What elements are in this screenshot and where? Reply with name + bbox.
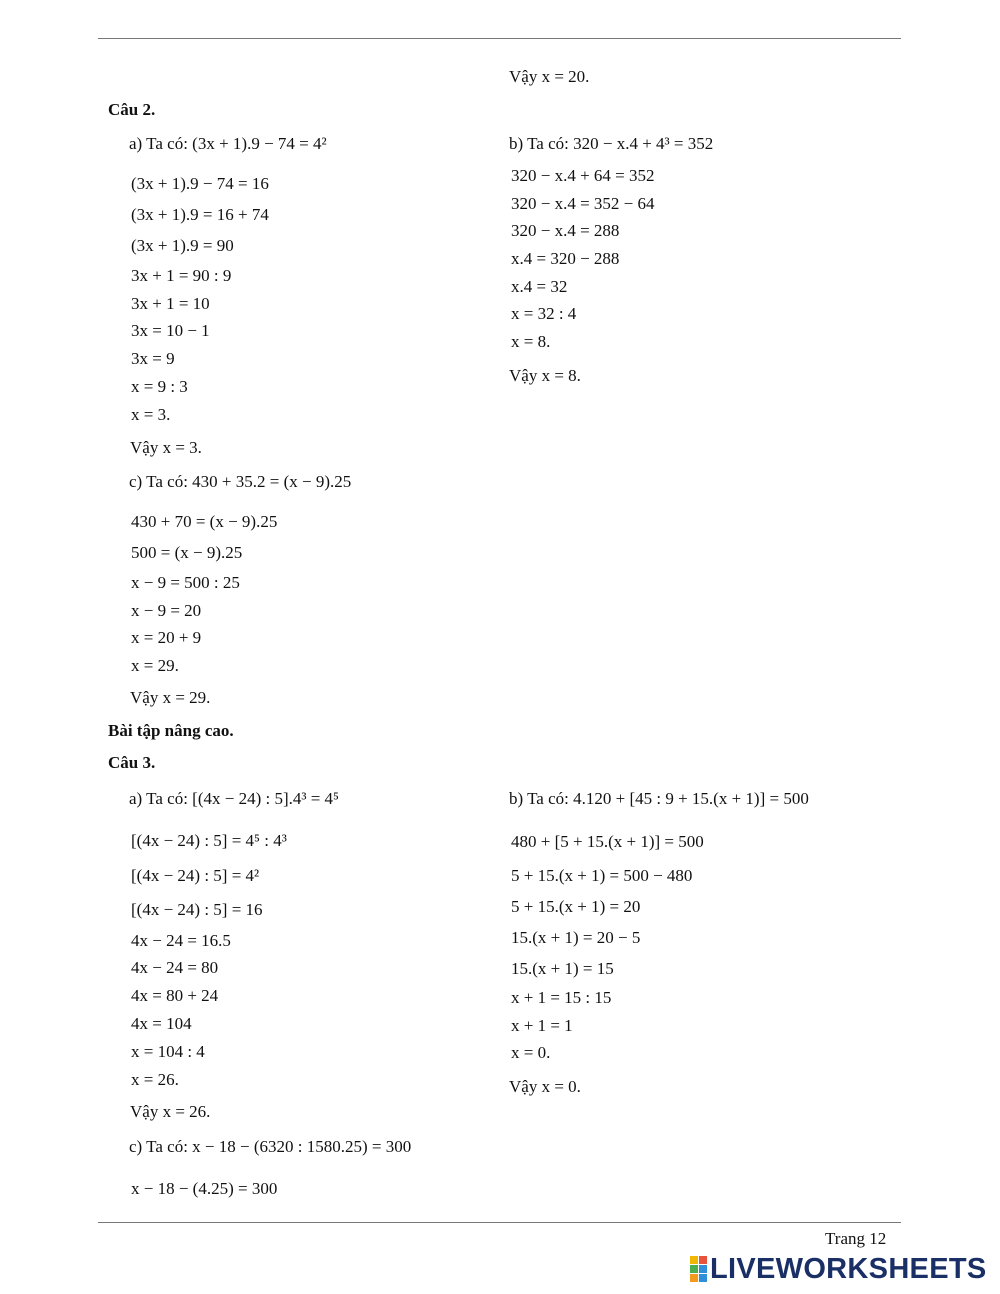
logo-text: LIVEWORKSHEETS	[710, 1252, 987, 1285]
q3b-step: 15.(x + 1) = 15	[511, 959, 614, 978]
q2a-step: (3x + 1).9 = 90	[131, 236, 234, 255]
q3a-header: a) Ta có: [(4x − 24) : 5].4³ = 4⁵	[129, 789, 339, 808]
q2a-header: a) Ta có: (3x + 1).9 − 74 = 4²	[129, 134, 327, 153]
q2a-step: x = 3.	[131, 405, 171, 424]
q3b-step: x = 0.	[511, 1043, 551, 1062]
q3a-result: Vậy x = 26.	[130, 1102, 211, 1121]
q3c-header: c) Ta có: x − 18 − (6320 : 1580.25) = 300	[129, 1137, 412, 1156]
q3a-step: x = 104 : 4	[131, 1042, 205, 1061]
q3a-step: [(4x − 24) : 5] = 4⁵ : 4³	[131, 831, 287, 850]
q2b-step: 320 − x.4 = 288	[511, 221, 620, 240]
q3a-step: x = 26.	[131, 1070, 179, 1089]
q3a-step: 4x − 24 = 80	[131, 958, 219, 977]
q2a-step: (3x + 1).9 − 74 = 16	[131, 174, 269, 193]
question-3-title: Câu 3.	[108, 753, 156, 772]
logo-mark-icon	[690, 1256, 707, 1282]
q2b-step: 320 − x.4 + 64 = 352	[511, 166, 655, 185]
q3b-step: 5 + 15.(x + 1) = 500 − 480	[511, 866, 693, 885]
q3b-step: 5 + 15.(x + 1) = 20	[511, 897, 641, 916]
q2a-step: 3x = 10 − 1	[131, 321, 210, 340]
q2c-step: 430 + 70 = (x − 9).25	[131, 512, 278, 531]
advanced-section-title: Bài tập nâng cao.	[108, 721, 234, 740]
top-result: Vậy x = 20.	[509, 67, 590, 86]
q2b-step: x.4 = 320 − 288	[511, 249, 620, 268]
q2c-step: x = 20 + 9	[131, 628, 202, 647]
q2c-step: 500 = (x − 9).25	[131, 543, 243, 562]
q3c-step: x − 18 − (4.25) = 300	[131, 1179, 278, 1198]
q2b-step: 320 − x.4 = 352 − 64	[511, 194, 655, 213]
q3a-step: 4x = 80 + 24	[131, 986, 219, 1005]
q3a-step: 4x − 24 = 16.5	[131, 931, 231, 950]
q3a-step: [(4x − 24) : 5] = 4²	[131, 866, 260, 885]
q2b-result: Vậy x = 8.	[509, 366, 581, 385]
q2b-header: b) Ta có: 320 − x.4 + 4³ = 352	[509, 134, 714, 153]
q2a-step: 3x = 9	[131, 349, 175, 368]
q3b-result: Vậy x = 0.	[509, 1077, 581, 1096]
liveworksheets-logo	[690, 1254, 987, 1284]
q3b-step: 15.(x + 1) = 20 − 5	[511, 928, 641, 947]
q3b-step: x + 1 = 1	[511, 1016, 573, 1035]
q2a-step: 3x + 1 = 90 : 9	[131, 266, 232, 285]
q2b-step: x.4 = 32	[511, 277, 568, 296]
q2b-step: x = 32 : 4	[511, 304, 577, 323]
q2c-step: x = 29.	[131, 656, 179, 675]
q2c-header: c) Ta có: 430 + 35.2 = (x − 9).25	[129, 472, 352, 491]
question-2-title: Câu 2.	[108, 100, 156, 119]
q2b-step: x = 8.	[511, 332, 551, 351]
q3b-step: x + 1 = 15 : 15	[511, 988, 612, 1007]
q3b-header: b) Ta có: 4.120 + [45 : 9 + 15.(x + 1)] = 500	[509, 789, 809, 808]
q3a-step: 4x = 104	[131, 1014, 192, 1033]
q3a-step: [(4x − 24) : 5] = 16	[131, 900, 263, 919]
q2c-step: x − 9 = 20	[131, 601, 202, 620]
q2a-result: Vậy x = 3.	[130, 438, 202, 457]
q2a-step: x = 9 : 3	[131, 377, 188, 396]
q2c-result: Vậy x = 29.	[130, 688, 211, 707]
q3b-step: 480 + [5 + 15.(x + 1)] = 500	[511, 832, 704, 851]
q2a-step: (3x + 1).9 = 16 + 74	[131, 205, 269, 224]
q2c-step: x − 9 = 500 : 25	[131, 573, 240, 592]
q2a-step: 3x + 1 = 10	[131, 294, 210, 313]
header-rule	[98, 38, 901, 39]
page-number: Trang 12	[825, 1229, 887, 1248]
footer-rule	[98, 1222, 901, 1223]
